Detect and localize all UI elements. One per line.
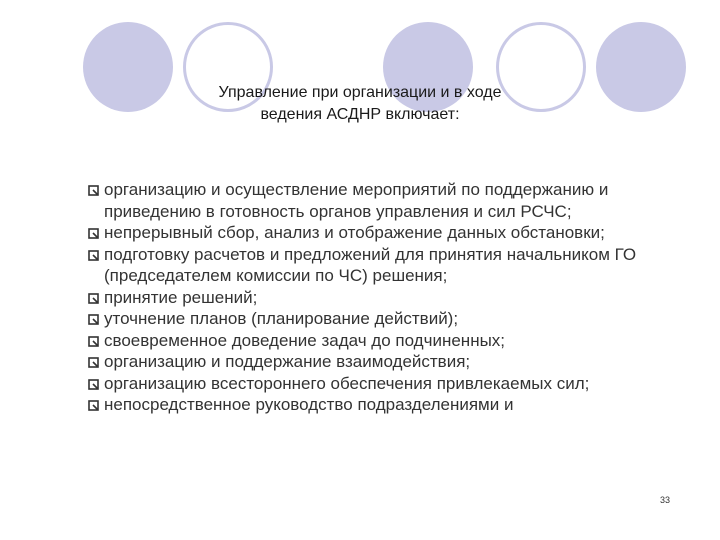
bullet-item (88, 308, 648, 330)
slide-title-line-2: ведения АСДНР включает: (260, 106, 460, 123)
bullet-text: организацию и осуществление мероприятий по поддержанию и приведению в готовность органов управления и сил РСЧС; (104, 180, 609, 221)
bullet-text: уточнение планов (планирование действий); (104, 309, 459, 328)
bullet-item (88, 330, 648, 352)
decor-circle-5 (596, 22, 686, 112)
bullet-text: непрерывный сбор, анализ и отображение данных обстановки; (104, 223, 605, 242)
bullet-item (88, 179, 648, 222)
checkbox-square-icon (88, 336, 99, 347)
bullet-item (88, 287, 648, 309)
checkbox-square-icon (88, 400, 99, 411)
bullet-text: принятие решений; (104, 287, 258, 307)
page-number: 33 (660, 495, 671, 505)
bullet-text: организацию и поддержание взаимодействия; (104, 352, 471, 371)
bullet-text: непосредственное руководство подразделениями и (104, 395, 514, 414)
bullet-item (88, 351, 648, 373)
checkbox-square-icon (88, 250, 99, 261)
bullet-text: организацию всестороннего обеспечения привлекаемых сил; (104, 373, 590, 393)
slide-title-line-1: Управление при организации и в ходе (218, 84, 502, 101)
bullet-item (88, 373, 648, 395)
checkbox-square-icon (88, 228, 99, 239)
checkbox-square-icon (88, 293, 99, 304)
checkbox-square-icon (88, 379, 99, 390)
bullet-text: подготовку расчетов и предложений для принятия начальником ГО (председателем комиссии по ЧС) решения; (104, 244, 637, 285)
slide-title (150, 82, 570, 126)
bullet-item (88, 394, 648, 416)
checkbox-square-icon (88, 185, 99, 196)
checkbox-square-icon (88, 357, 99, 368)
bullet-item (88, 222, 648, 244)
bullet-text: своевременное доведение задач до подчиненных; (104, 330, 506, 350)
bullet-item (88, 244, 648, 287)
checkbox-square-icon (88, 314, 99, 325)
bullet-list (88, 179, 648, 416)
